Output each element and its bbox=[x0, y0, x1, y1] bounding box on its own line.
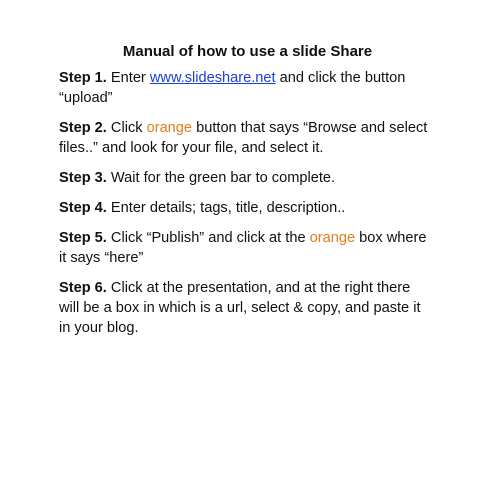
step-1-label: Step 1. bbox=[59, 70, 107, 86]
document-title: Manual of how to use a slide Share bbox=[122, 43, 373, 60]
step-3-label: Step 3. bbox=[59, 170, 107, 186]
step-4-text: Enter details; tags, title, description.. bbox=[106, 200, 346, 216]
step-2 bbox=[59, 118, 431, 158]
step-1-text-after: and click the button “upload” bbox=[59, 70, 406, 106]
step-1-text-before: Enter bbox=[106, 70, 150, 86]
step-5-orange-word: orange bbox=[309, 230, 356, 246]
step-4-label: Step 4. bbox=[59, 200, 107, 216]
step-2-text-before: Click bbox=[106, 120, 147, 136]
step-2-text-after: button that says “Browse and select files..” and look for your file, and select it. bbox=[59, 120, 428, 156]
step-3-text: Wait for the green bar to complete. bbox=[106, 170, 336, 186]
step-5-text-after: box where it says “here” bbox=[59, 230, 427, 266]
step-6-label: Step 6. bbox=[59, 280, 107, 296]
steps-list bbox=[59, 68, 431, 348]
step-5 bbox=[59, 228, 431, 268]
step-4 bbox=[59, 198, 431, 218]
step-5-label: Step 5. bbox=[59, 230, 107, 246]
step-6-text: Click at the presentation, and at the right there will be a box in which is a url, select & copy, and paste it in your blog. bbox=[59, 280, 421, 336]
step-6 bbox=[59, 278, 431, 338]
step-3 bbox=[59, 168, 431, 188]
step-2-orange-word: orange bbox=[146, 120, 193, 136]
step-5-text-before: Click “Publish” and click at the bbox=[106, 230, 310, 246]
slideshare-link[interactable]: www.slideshare.net bbox=[149, 70, 276, 86]
step-2-label: Step 2. bbox=[59, 120, 107, 136]
step-1 bbox=[59, 68, 431, 108]
